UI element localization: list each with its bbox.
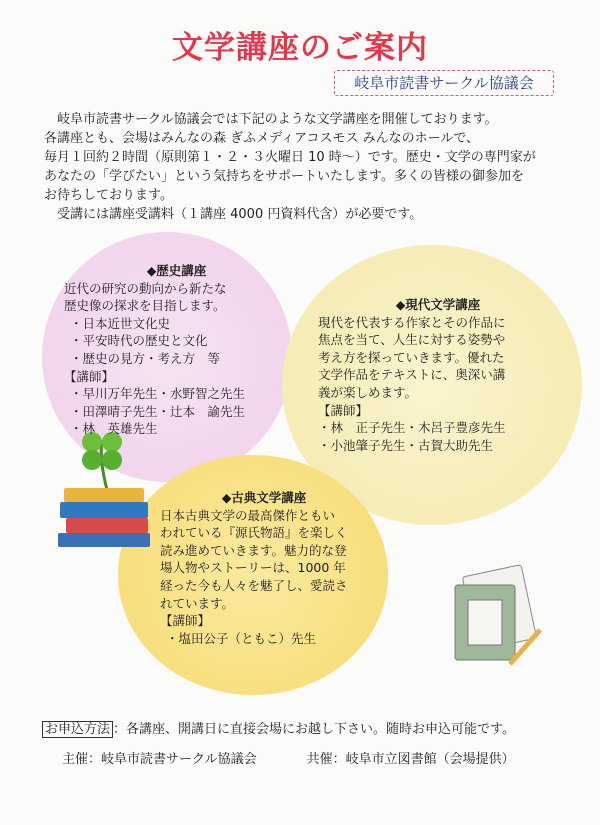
history-topic: ・平安時代の歴史と文化 <box>70 333 208 349</box>
history-topic: ・歴史の見方・考え方 等 <box>70 350 221 366</box>
classic-course <box>160 489 368 647</box>
classic-desc: 読み進めていきます。魅力的な登 <box>160 542 347 558</box>
apply-label: お申込方法 <box>42 721 113 738</box>
history-course <box>64 262 289 438</box>
intro-text <box>44 110 564 224</box>
modern-desc: 焦点を当て、人生に対する姿勢や <box>318 332 506 348</box>
modern-desc: 文学作品をテキストに、奥深い講 <box>318 367 506 383</box>
history-lecturer-label: 【講師】 <box>64 368 115 384</box>
intro-line: 岐阜市読書サークル協議会では下記のような文学講座を開催しております。 <box>57 112 498 127</box>
classic-lecturer: ・塩田公子（ともこ）先生 <box>166 630 317 646</box>
modern-desc: 義が楽しめます。 <box>318 384 418 400</box>
history-heading: ◆歴史講座 <box>146 263 207 278</box>
modern-lecturer-label: 【講師】 <box>318 402 369 418</box>
classic-desc: 場人物やストーリーは、1000 年 <box>160 560 346 576</box>
modern-heading: ◆現代文学講座 <box>395 297 481 312</box>
history-desc: 歴史像の探求を目指します。 <box>64 298 226 314</box>
page-title: 文学講座のご案内 <box>172 30 428 66</box>
history-lecturer: ・田澤晴子先生・辻本 諭先生 <box>70 403 246 419</box>
history-desc: 近代の研究の動向から新たな <box>64 280 227 296</box>
classic-lecturer-label: 【講師】 <box>160 613 211 629</box>
intro-line: 各講座とも、会場はみんなの森 ぎふメディアコスモス みんなのホールで、 <box>44 131 480 146</box>
modern-desc: 現代を代表する作家とその作品に <box>318 314 506 330</box>
intro-line: 受講には講座受講料（１講座 4000 円資料代含）が必要です。 <box>57 207 423 222</box>
notebook-pencil-icon <box>440 560 550 670</box>
classic-desc: 経った今も人々を魅了し、愛読さ <box>160 577 348 593</box>
intro-line: あなたの「学びたい」という気持ちをサポートいたします。多くの皆様の御参加を <box>44 169 524 184</box>
classic-heading: ◆古典文学講座 <box>221 490 307 505</box>
apply-text: ：各講座、開講日に直接会場にお越し下さい。随時お申込可能です。 <box>113 722 515 737</box>
host-info <box>62 748 562 767</box>
modern-desc: 考え方を探っていきます。優れた <box>318 349 505 365</box>
modern-lecturer: ・小池肇子先生・古賀大助先生 <box>318 437 494 453</box>
intro-line: 毎月１回約２時間（原則第１・２・３火曜日 10 時～）です。歴史・文学の専門家が <box>44 150 536 165</box>
organizer-box: 岐阜市読書サークル協議会 <box>334 70 554 96</box>
books-clover-icon <box>52 430 162 550</box>
classic-desc: 日本古典文学の最高傑作ともい <box>160 507 336 523</box>
history-lecturer: ・早川万年先生・水野智之先生 <box>70 386 246 402</box>
intro-line: お待ちしております。 <box>44 188 173 203</box>
history-lecturer: ・林 英雄先生 <box>70 421 158 437</box>
cohost-text: 共催：岐阜市立図書館（会場提供） <box>306 752 515 767</box>
history-topic: ・日本近世文化史 <box>70 315 171 331</box>
modern-lecturer: ・林 正子先生・木呂子豊彦先生 <box>318 420 506 436</box>
apply-info <box>42 718 562 737</box>
classic-desc: われている『源氏物語』を楽しく <box>160 525 348 541</box>
classic-desc: れています。 <box>160 595 235 611</box>
modern-course <box>318 296 558 454</box>
host-text: 主催：岐阜市読書サークル協議会 <box>62 752 257 767</box>
